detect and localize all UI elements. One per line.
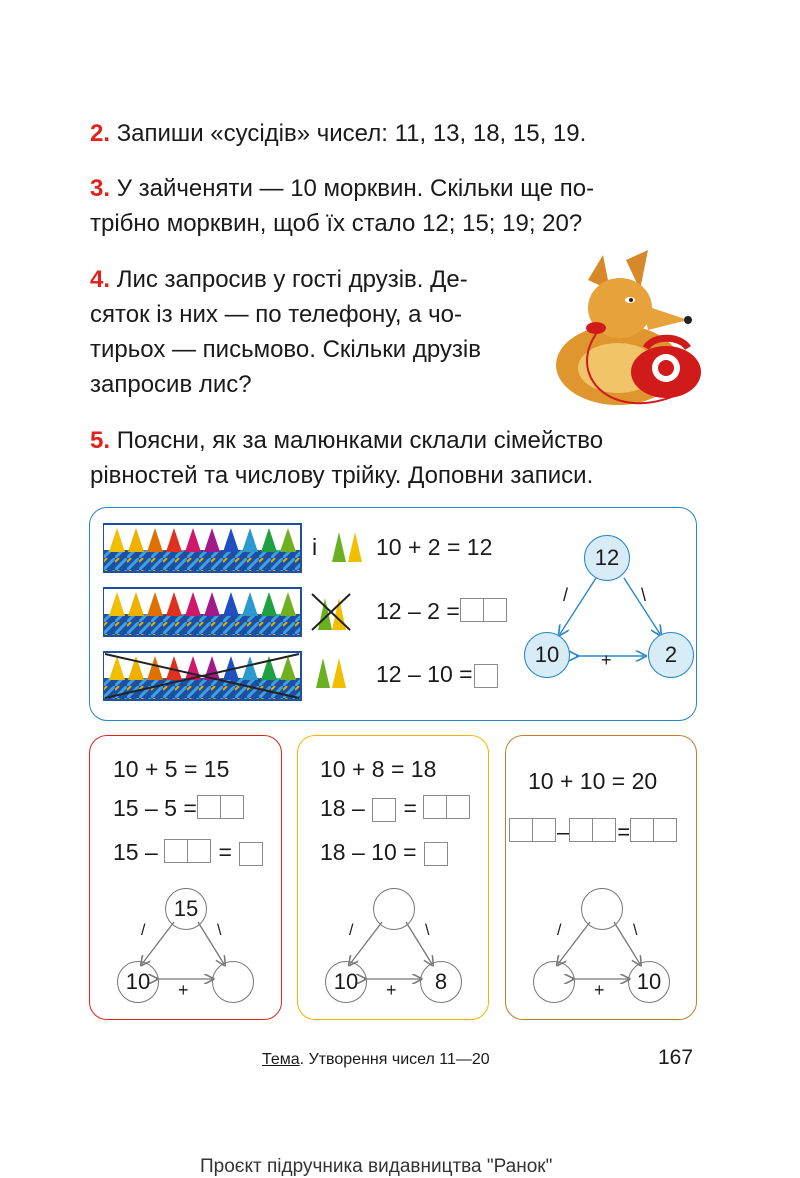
publisher-note: Проєкт підручника видавництва "Ранок" bbox=[200, 1156, 553, 1177]
two-pencils bbox=[328, 526, 368, 566]
plus-sign: + bbox=[594, 980, 605, 1000]
equation: 12 – 2 = bbox=[376, 597, 508, 628]
triangle-left-empty[interactable] bbox=[533, 961, 575, 1003]
minus-sign: \ bbox=[633, 922, 638, 939]
equation: 10 + 10 = 20 bbox=[528, 768, 658, 794]
minus-sign: \ bbox=[425, 922, 430, 939]
plus-sign: + bbox=[386, 980, 397, 1000]
task-text-line: рівностей та числову трійку. Доповни записи. bbox=[90, 462, 594, 489]
two-pencils bbox=[310, 652, 354, 692]
triangle-left-number: 10 bbox=[325, 961, 367, 1003]
task-number: 3. bbox=[90, 175, 111, 202]
answer-box-2digit[interactable] bbox=[461, 598, 507, 628]
task-text-line: трібно морквин, щоб їх стало 12; 15; 19; 20? bbox=[90, 210, 583, 237]
page-number: 167 bbox=[658, 1046, 694, 1069]
answer-box[interactable] bbox=[474, 664, 498, 688]
task-text-line: У зайченяти — 10 морквин. Скільки ще по- bbox=[116, 175, 595, 202]
topic-label: Тема bbox=[262, 1051, 300, 1068]
triangle-top-empty[interactable] bbox=[581, 888, 623, 930]
minus-sign: \ bbox=[217, 922, 222, 939]
task-number: 2. bbox=[90, 120, 111, 147]
answer-box[interactable] bbox=[372, 798, 396, 822]
task-2 bbox=[90, 116, 586, 151]
triangle-right-empty[interactable] bbox=[212, 961, 254, 1003]
task-text: Запиши «сусідів» чисел: 11, 13, 18, 15, 19. bbox=[116, 120, 587, 147]
triangle-top-empty[interactable] bbox=[373, 888, 415, 930]
answer-box-2digit[interactable] bbox=[570, 818, 616, 849]
task-3 bbox=[90, 171, 594, 241]
equation: 15 – = bbox=[113, 838, 264, 869]
and-label: і bbox=[312, 534, 318, 560]
pencil-box-10-crossed bbox=[103, 650, 303, 702]
equation: 12 – 10 = bbox=[376, 660, 499, 688]
pencil-box-10 bbox=[103, 522, 303, 574]
triangle-right-number: 10 bbox=[628, 961, 670, 1003]
equation: 10 + 2 = 12 bbox=[376, 534, 493, 560]
task-text-line: Лис запросив у гості друзів. Де- bbox=[116, 266, 468, 293]
minus-sign: / bbox=[141, 922, 146, 939]
answer-box-2digit[interactable] bbox=[198, 795, 244, 825]
triangle-left-number: 10 bbox=[117, 961, 159, 1003]
task-text-line: Поясни, як за малюнками склали сімейство bbox=[116, 427, 604, 454]
triangle-right-number: 8 bbox=[420, 961, 462, 1003]
task-4 bbox=[90, 262, 481, 402]
task-text-line: запросив лис? bbox=[90, 371, 252, 398]
answer-box-2digit[interactable] bbox=[631, 818, 677, 849]
task-5 bbox=[90, 423, 603, 493]
task-number: 5. bbox=[90, 427, 111, 454]
topic-text: . Утворення чисел 11—20 bbox=[299, 1051, 490, 1068]
equation: 15 – 5 = bbox=[113, 794, 245, 825]
plus-sign: + bbox=[601, 650, 612, 670]
equation: 10 + 5 = 15 bbox=[113, 756, 230, 782]
answer-box-2digit[interactable] bbox=[165, 839, 211, 869]
task-number: 4. bbox=[90, 266, 111, 293]
pencil-box-10 bbox=[103, 586, 303, 638]
equation: – = bbox=[509, 818, 678, 849]
minus-sign: \ bbox=[641, 585, 647, 605]
two-pencils-crossed bbox=[310, 590, 354, 634]
answer-box-2digit[interactable] bbox=[510, 818, 556, 849]
task-text-line: сяток із них — по телефону, а чо- bbox=[90, 301, 463, 328]
triangle-left-number: 10 bbox=[524, 632, 570, 678]
minus-sign: / bbox=[349, 922, 354, 939]
answer-box[interactable] bbox=[424, 842, 448, 866]
answer-box-2digit[interactable] bbox=[424, 795, 470, 825]
equation: 18 – 10 = bbox=[320, 838, 449, 866]
plus-sign: + bbox=[178, 980, 189, 1000]
equation: 10 + 8 = 18 bbox=[320, 756, 437, 782]
fox-with-telephone-illustration bbox=[548, 250, 713, 410]
minus-sign: / bbox=[557, 922, 562, 939]
triangle-top-number: 12 bbox=[584, 535, 630, 581]
answer-box[interactable] bbox=[239, 842, 263, 866]
task-text-line: тирьох — письмово. Скільки друзів bbox=[90, 336, 481, 363]
triangle-right-number: 2 bbox=[648, 632, 694, 678]
minus-sign: / bbox=[563, 585, 569, 605]
topic-footer bbox=[262, 1051, 490, 1069]
equation: 18 – = bbox=[320, 794, 471, 825]
triangle-top-number: 15 bbox=[165, 888, 207, 930]
